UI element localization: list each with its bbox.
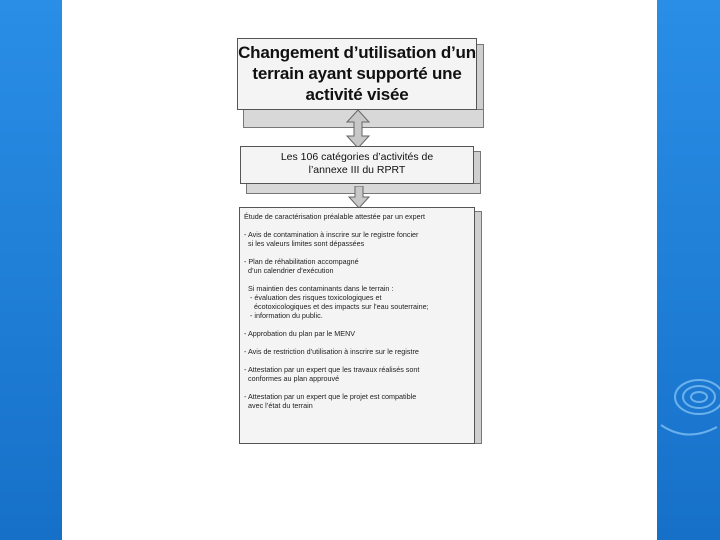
categories-line-2: l’annexe III du RPRT (308, 164, 406, 176)
right-blue-margin (657, 0, 720, 540)
steps-box-side-shadow (474, 211, 482, 444)
steps-box (239, 207, 475, 444)
left-blue-margin (0, 0, 62, 540)
title-line-1: Changement d’utilisation d’un (238, 43, 476, 62)
steps-text: Étude de caractérisation préalable attestée par un expert - Avis de contamination à inscrire sur le registre foncier si les valeurs limites sont dépassées - Plan de réhabilitation accompagné d’un calendrier d’exécution Si maintien des contaminants dans le terrain : - évaluation des risques toxicologiques et écotoxicologiques et des impacts sur l’eau souterraine; - information du public. - Approbation du plan par le MENV - Avis de restriction d’utilisation à inscrire sur le registre - Attestation par un expert que les travaux réalisés sont conformes au plan approuvé - Attestation par un expert que le projet est compatible avec l’état du terrain (244, 212, 429, 410)
double-arrow-icon (345, 110, 371, 148)
title-line-2: terrain ayant supporté une (252, 64, 462, 83)
title-box (237, 38, 477, 110)
diagram-title (238, 39, 476, 105)
title-line-3: activité visée (305, 85, 409, 104)
down-arrow-icon (348, 186, 370, 208)
categories-line-1: Les 106 catégories d’activités de (280, 151, 434, 163)
categories-box (240, 146, 474, 184)
water-ripple-icon (657, 365, 720, 445)
